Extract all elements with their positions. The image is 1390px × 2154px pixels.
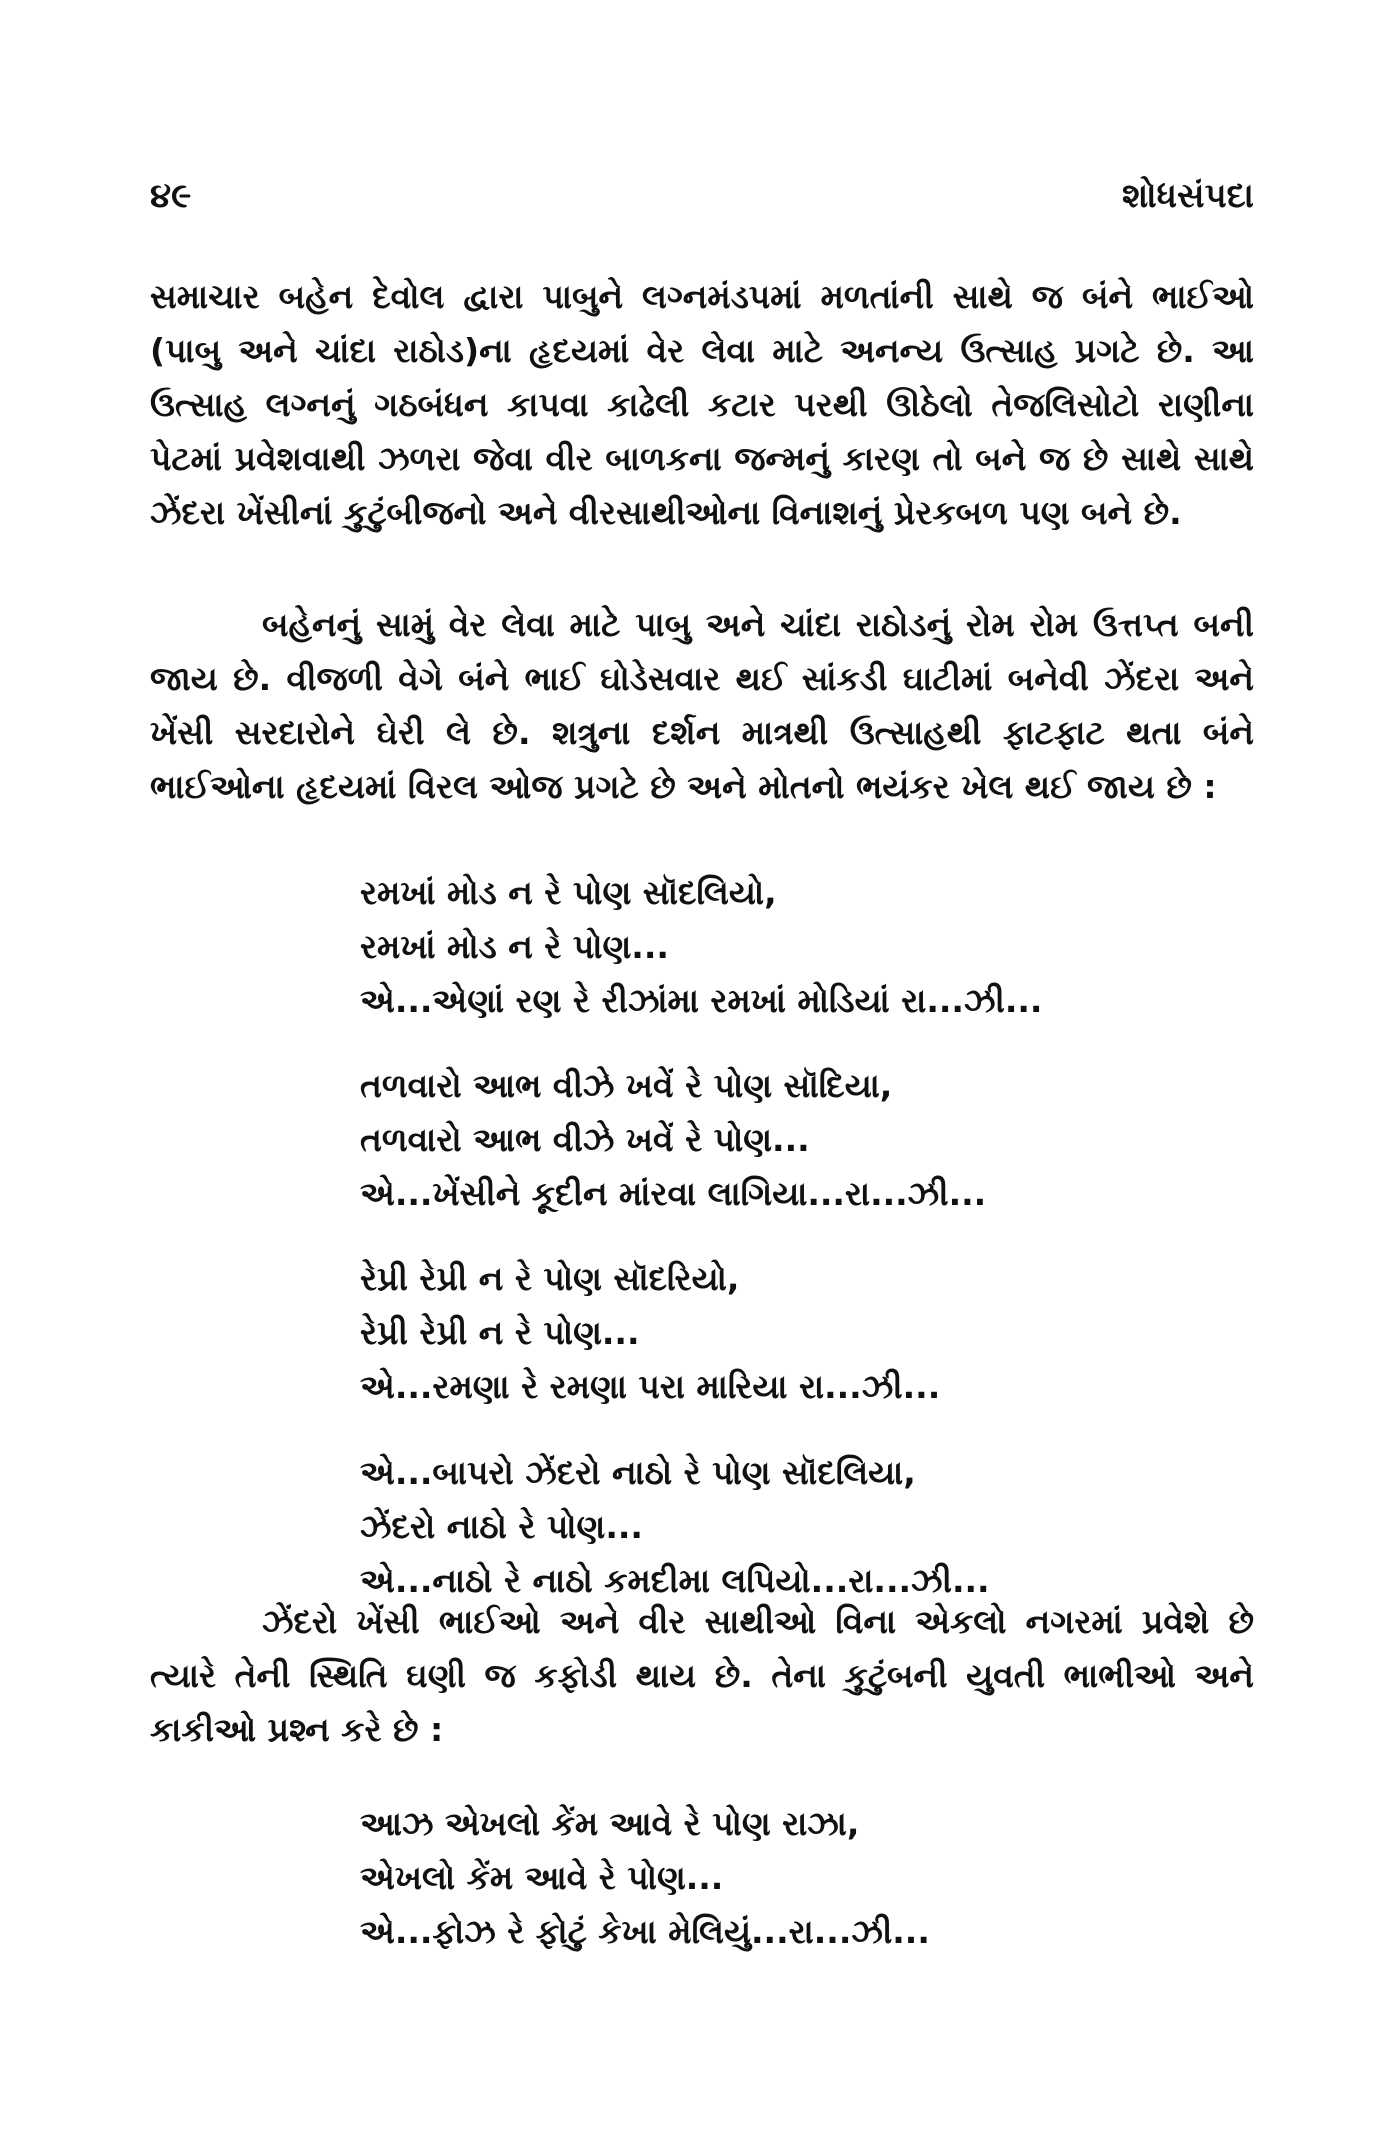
page-number: ૪૯ [150, 176, 192, 216]
verse-line: એ...બાપરો ઝેંદરો નાઠો રે પોણ સૉદલિયા, [360, 1453, 916, 1492]
verse-line: એ...ફોઝ રે ફોટું કેખા મેલિયું...રા...ઝી... [360, 1912, 930, 1951]
verse-line: એ...એણાં રણ રે રીઝાંમા રમખાં મોડિયાં રા...ઝી... [360, 981, 1043, 1020]
verse-stanza-4 [360, 1446, 1240, 1608]
verse-line: એ...ખેંસીને કૂદીન માંરવા લાગિયા...રા...ઝી... [360, 1174, 987, 1213]
paragraph-2 [150, 598, 1254, 814]
paragraph-3 [150, 1595, 1254, 1757]
verse-line: ઝેંદરો નાઠો રે પોણ... [360, 1507, 643, 1546]
verse-stanza-3 [360, 1252, 1240, 1414]
paragraph-text: બહેનનું સામું વેર લેવા માટે પાબુ અને ચાંદા રાઠોડનું રોમ રોમ ઉત્તપ્ત બની જાય છે. વીજળી વેગે બંને ભાઈ ઘોડેસવાર થઈ સાંકડી ઘાટીમાં બનેવી ઝેંદરા અને ખેંસી સરદારોને ઘેરી લે છે. શત્રુના દર્શન માત્રથી ઉત્સાહથી ફાટફાટ થતા બંને ભાઈઓના હૃદયમાં વિરલ ઓજ પ્રગટે છે અને મોતનો ભયંકર ખેલ થઈ જાય છે : [150, 605, 1254, 806]
page-header [150, 176, 1254, 226]
running-title: શોધસંપદા [1121, 176, 1254, 216]
verse-line: એ...નાઠો રે નાઠો કમદીમા લપિયો...રા...ઝી... [360, 1561, 990, 1600]
paragraph-text: સમાચાર બહેન દેવોલ દ્વારા પાબુને લગ્નમંડપમાં મળતાંની સાથે જ બંને ભાઈઓ (પાબુ અને ચાંદા રાઠોડ)ના હૃદયમાં વેર લેવા માટે અનન્ય ઉત્સાહ પ્રગટે છે. આ ઉત્સાહ લગ્નનું ગઠબંધન કાપવા કાઢેલી કટાર પરથી ઊઠેલો તેજલિસોટો રાણીના પેટમાં પ્રવેશવાથી ઝળરા જેવા વીર બાળકના જન્મનું કારણ તો બને જ છે સાથે સાથે ઝેંદરા ખેંસીનાં કુટુંબીજનો અને વીરસાથીઓના વિનાશનું પ્રેરકબળ પણ બને છે. [150, 277, 1254, 532]
verse-line: એખલો કેંમ આવે રે પોણ... [360, 1858, 724, 1897]
paragraph-text: ઝેંદરો ખેંસી ભાઈઓ અને વીર સાથીઓ વિના એકલો નગરમાં પ્રવેશે છે ત્યારે તેની સ્થિતિ ઘણી જ કફોડી થાય છે. તેના કુટુંબની યુવતી ભાભીઓ અને કાકીઓ પ્રશ્ન કરે છે : [150, 1602, 1254, 1749]
verse-line: આઝ એખલો કેંમ આવે રે પોણ રાઝા, [360, 1804, 860, 1843]
verse-line: રમખાં મોડ ન રે પોણ... [360, 927, 669, 966]
verse-stanza-5 [360, 1797, 1240, 1959]
verse-line: રેપ્રી રેપ્રી ન રે પોણ સૉદરિયો, [360, 1259, 740, 1298]
verse-line: રેપ્રી રેપ્રી ન રે પોણ... [360, 1313, 640, 1352]
paragraph-1 [150, 270, 1254, 540]
verse-line: તળવારો આભ વીઝે ખવેં રે પોણ... [360, 1120, 810, 1159]
verse-line: તળવારો આભ વીઝે ખવેં રે પોણ સૉદિયા, [360, 1066, 893, 1105]
verse-line: એ...રમણા રે રમણા પરા મારિયા રા...ઝી... [360, 1367, 941, 1406]
verse-line: રમખાં મોડ ન રે પોણ સૉદલિયો, [360, 873, 777, 912]
verse-stanza-1 [360, 866, 1240, 1028]
verse-stanza-2 [360, 1059, 1240, 1221]
